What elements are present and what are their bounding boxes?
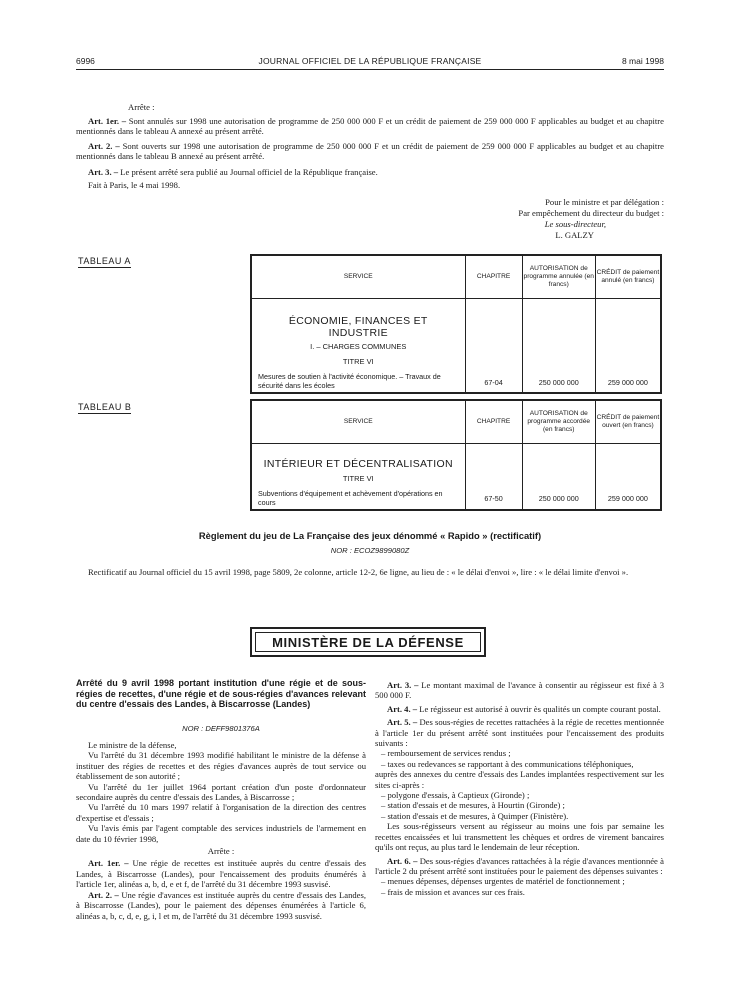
defense-left-column: [76, 740, 366, 921]
signature-line-3: Le sous-directeur,: [544, 219, 606, 229]
tableau-a-label: TABLEAU A: [78, 256, 131, 266]
defense-arrete-title: Arrêté du 9 avril 1998 portant institution d'une régie et de sous-régies de recettes, d'une régie et de sous-régies d'avances relevant du centre d'essais des Landes, à Biscarrosse (Landes): [76, 678, 366, 709]
defense-p3: Vu l'arrêté du 1er juillet 1964 portant création d'un poste d'ordonnateur secondaire auprès du centre d'essais des Landes, à Biscarrosse ;: [76, 781, 366, 803]
tableau-b-ministry: INTÉRIEUR ET DÉCENTRALISATION: [263, 457, 453, 470]
defense-art5-bullet-1: – remboursement de services rendus ;: [381, 748, 511, 759]
article-1: [76, 116, 664, 137]
tableau-b-credit: 259 000 000: [595, 443, 661, 510]
tableau-b-service-cell: [251, 443, 465, 510]
tableau-b-titre: TITRE VI: [342, 473, 374, 483]
tableau-b-col-credit: CRÉDIT de paiement ouvert (en francs): [595, 400, 661, 443]
defense-art5-site-1: – polygone d'essais, à Captieux (Gironde) ;: [381, 790, 530, 801]
page-header: [76, 56, 664, 70]
article-2-text: Sont ouverts sur 1998 une autorisation de programme de 250 000 000 F et un crédit de paiement de 259 000 000 F applicables au budget et au chapitre mentionnés dans le tableau B annexé au présent arrêté.: [76, 141, 664, 162]
defense-art5-after: auprès des annexes du centre d'essais des Landes implantées respectivement sur les sites ci-après :: [375, 769, 664, 790]
reglement-title: Règlement du jeu de La Française des jeux dénommé « Rapido » (rectificatif): [198, 530, 542, 541]
page-number: 6996: [76, 56, 95, 66]
article-2-lead: Art. 2. –: [88, 141, 120, 151]
tableau-b: [250, 399, 662, 511]
tableau-a-section: I. – CHARGES COMMUNES: [310, 341, 407, 351]
defense-art4: Art. 4. – Le régisseur est autorisé à ouvrir ès qualités un compte courant postal.: [387, 703, 661, 714]
article-3-lead: Art. 3. –: [88, 167, 119, 177]
defense-p5: Vu l'avis émis par l'agent comptable des services industriels de l'armement en date du 10 février 1998,: [76, 823, 366, 844]
tableau-a-titre: TITRE VI: [342, 356, 374, 366]
tableau-a-row-text: Mesures de soutien à l'activité économique. – Travaux de sécurité dans les écoles: [258, 371, 441, 390]
tableau-b-row-text: Subventions d'équipement et achèvement d'opérations en cours: [258, 488, 443, 507]
arrete-label: Arrête :: [128, 102, 155, 112]
journal-title: JOURNAL OFFICIEL DE LA RÉPUBLIQUE FRANÇAISE: [258, 56, 482, 66]
signature-line-2: Par empêchement du directeur du budget :: [518, 208, 664, 218]
tableau-b-autorisation: 250 000 000: [522, 443, 595, 510]
header-rule: [76, 69, 664, 70]
issue-date: 8 mai 1998: [621, 56, 664, 66]
article-2: [76, 141, 664, 162]
article-1-lead: Art. 1er. –: [88, 116, 127, 126]
defense-art5-bullet-2: – taxes ou redevances se rapportant à des communications téléphoniques,: [381, 758, 634, 769]
defense-art5-end: Les sous-régisseurs versent au régisseur au moins une fois par semaine les recettes encaissées et lui transmettent les chèques et ordres de virement bancaires qu'ils ont reçus, au plus tard le lendemain de leur réception.: [375, 821, 664, 853]
defense-art3: Art. 3. – Le montant maximal de l'avance à consentir au régisseur est fixé à 3 500 000 F.: [375, 680, 664, 701]
tableau-b-col-service: SERVICE: [251, 400, 465, 443]
signature-name: L. GALZY: [555, 230, 594, 240]
defense-art5-site-2: – station d'essais et de mesures, à Hourtin (Gironde) ;: [381, 800, 565, 811]
tableau-a-ministry: ÉCONOMIE, FINANCES ET INDUSTRIE: [288, 314, 428, 339]
signature-block: [380, 197, 664, 241]
defense-art2: Art. 2. – Une régie d'avances est instituée auprès du centre d'essais des Landes, à Biscarrosse (Landes), pour le paiement des dépenses énumérées à l'article 6, alinéas a, b, c, d, e, g, i, l et m, de l'arrêté du 31 décembre 1993 susvisé.: [76, 889, 366, 921]
reglement-nor: NOR : ECOZ9899080Z: [330, 546, 410, 555]
article-3: [76, 167, 664, 177]
tableau-a-credit: 259 000 000: [595, 298, 661, 393]
defense-art5-site-3: – station d'essais et de mesures, à Quimper (Finistère).: [381, 810, 569, 821]
ministry-name: MINISTÈRE DE LA DÉFENSE: [255, 632, 481, 652]
tableau-b-col-chapitre: CHAPITRE: [465, 400, 522, 443]
defense-art6-bullet-2: – frais de mission et avances sur ces frais.: [381, 886, 525, 897]
tableau-a-col-credit: CRÉDIT de paiement annulé (en francs): [595, 255, 661, 298]
defense-p2: Vu l'arrêté du 31 décembre 1993 modifié habilitant le ministre de la défense à instituer des régies de recettes et des régies d'avances auprès de tout service ou établissement de son autorité ;: [76, 750, 366, 782]
tableau-a-col-service: SERVICE: [251, 255, 465, 298]
defense-art1: Art. 1er. – Une régie de recettes est instituée auprès du centre d'essais des Landes, à Biscarrosse (Landes), pour l'encaissement des produits énumérés à l'article 1er, alinéas a, b, d, e et f, de l'arrêté du 31 décembre 1993 susvisé.: [76, 858, 366, 890]
tableau-a-col-autorisation: AUTORISATION de programme annulée (en francs): [522, 255, 595, 298]
tableau-a-service-cell: [251, 298, 465, 393]
fait-line: Fait à Paris, le 4 mai 1998.: [88, 180, 181, 190]
defense-art6: Art. 6. – Des sous-régies d'avances rattachées à la régie d'avances mentionnée à l'article 2 du présent arrêté sont instituées pour le paiement des dépenses suivantes :: [375, 855, 664, 876]
tableau-b-chapitre: 67-50: [465, 443, 522, 510]
defense-p4: Vu l'arrêté du 10 mars 1997 relatif à l'organisation de la direction des centres d'expertise et d'essais ;: [76, 802, 366, 823]
ministry-box: [250, 627, 486, 657]
tableau-a-col-chapitre: CHAPITRE: [465, 255, 522, 298]
tableau-a-chapitre: 67-04: [465, 298, 522, 393]
tableau-a: [250, 254, 662, 394]
defense-arrete-label: Arrête :: [207, 846, 235, 857]
tableau-b-label: TABLEAU B: [78, 402, 132, 412]
article-1-text: Sont annulés sur 1998 une autorisation de programme de 250 000 000 F et un crédit de paiement de 259 000 000 F applicables au budget et au chapitre mentionnés dans le tableau A annexé au présent arrêté.: [76, 116, 664, 137]
tableau-b-col-autorisation: AUTORISATION de programme accordée (en francs): [522, 400, 595, 443]
defense-art5: Art. 5. – Des sous-régies de recettes rattachées à la régie de recettes mentionnée à l'article 1er du présent arrêté sont instituées pour l'encaissement des produits suivants :: [375, 717, 665, 749]
defense-art6-bullet-1: – menues dépenses, dépenses urgentes de matériel de fonctionnement ;: [381, 876, 625, 887]
defense-right-column: [375, 680, 664, 897]
signature-line-1: Pour le ministre et par délégation :: [545, 197, 664, 207]
defense-p1: Le ministre de la défense,: [88, 740, 177, 750]
defense-arrete-nor: NOR : DEFF9801376A: [182, 724, 260, 733]
reglement-text: Rectificatif au Journal officiel du 15 avril 1998, page 5809, 2e colonne, article 12-2, 6e ligne, au lieu de : « le délai d'envoi », lire : « le délai limite d'envoi ».: [88, 567, 629, 577]
article-3-text: Le présent arrêté sera publié au Journal officiel de la République française.: [120, 167, 378, 177]
tableau-a-autorisation: 250 000 000: [522, 298, 595, 393]
